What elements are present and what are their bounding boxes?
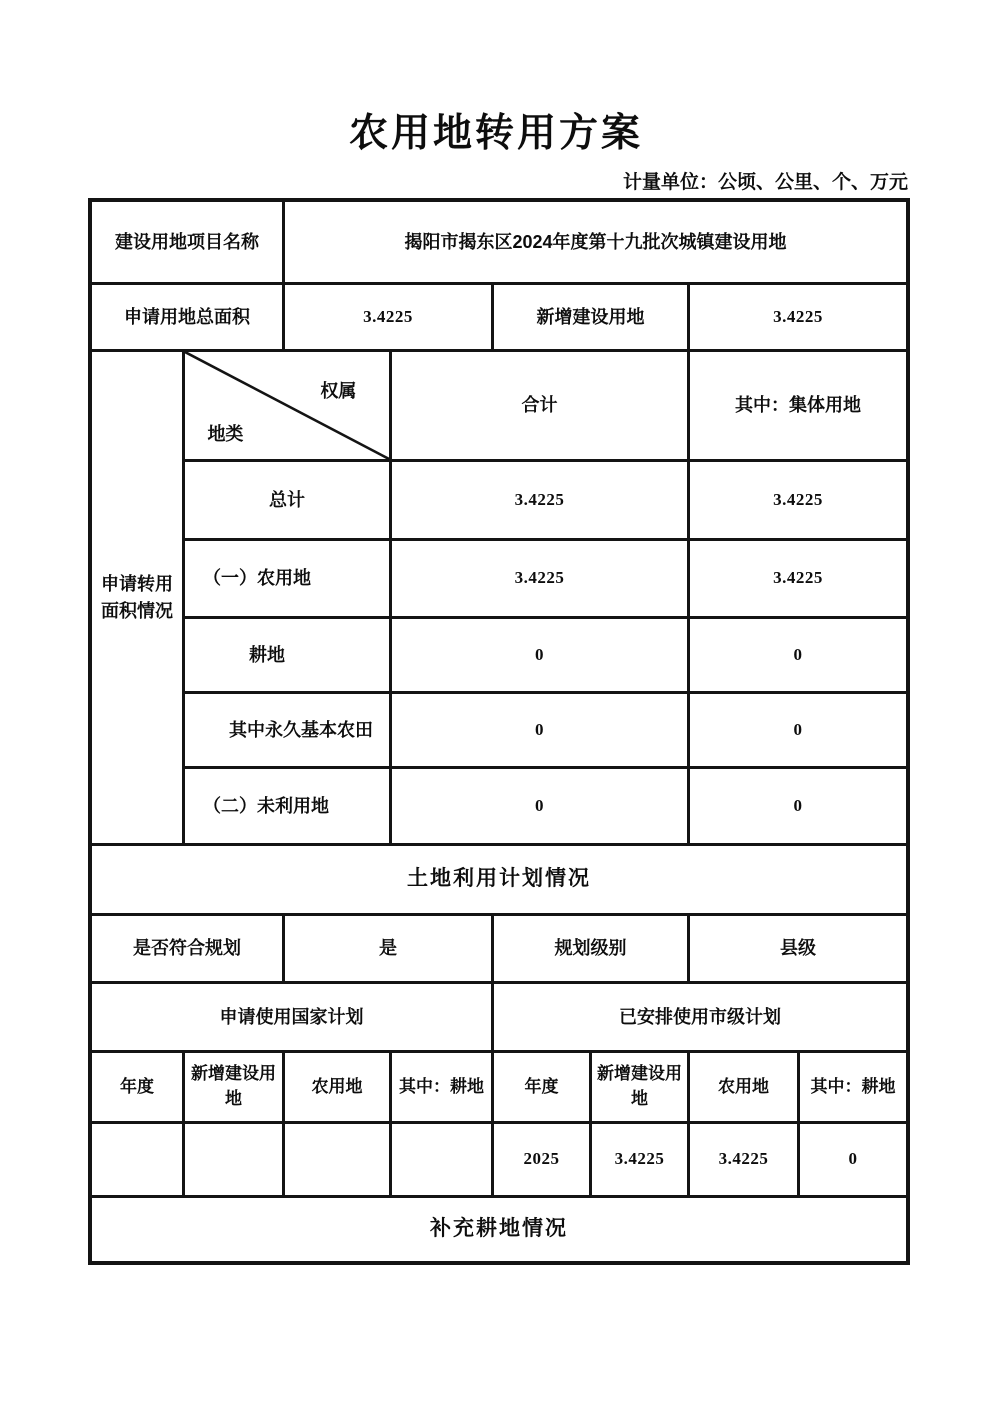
- transfer-row-total-collective: 3.4225: [690, 462, 906, 538]
- project-name-value: 揭阳市揭东区2024年度第十九批次城镇建设用地: [285, 202, 906, 282]
- total-area-value: 3.4225: [285, 285, 491, 349]
- form-table: [88, 198, 910, 1265]
- transfer-row-unused-collective: 0: [690, 769, 906, 843]
- land-category-header-label: 地类: [207, 424, 244, 445]
- project-name-label: 建设用地项目名称: [92, 202, 282, 282]
- new-construction-label: 新增建设用地: [494, 285, 687, 349]
- transfer-row-basic-farmland-collective: 0: [690, 694, 906, 766]
- national-new-construction-header: 新增建设用地: [185, 1053, 282, 1121]
- transfer-section-label-text: 申请转用面积情况: [101, 574, 173, 621]
- ownership-category-diagonal-cell: [185, 352, 389, 459]
- transfer-row-agricultural-collective: 3.4225: [690, 541, 906, 616]
- city-agricultural-value: 3.4225: [690, 1124, 797, 1195]
- national-agricultural-value-empty: [285, 1124, 389, 1195]
- transfer-row-agricultural-sum: 3.4225: [392, 541, 687, 616]
- city-new-construction-value: 3.4225: [592, 1124, 687, 1195]
- col-header-collective: 其中：集体用地: [690, 352, 906, 459]
- national-cultivated-header: 其中：耕地: [392, 1053, 491, 1121]
- supplement-cultivated-section-title: 补充耕地情况: [92, 1198, 906, 1261]
- transfer-row-basic-farmland-label: 其中永久基本农田: [185, 694, 389, 766]
- national-plan-header: 申请使用国家计划: [92, 984, 491, 1050]
- col-header-total: 合计: [392, 352, 687, 459]
- transfer-row-cultivated-sum: 0: [392, 619, 687, 691]
- city-new-construction-header: 新增建设用地: [592, 1053, 687, 1121]
- planning-compliance-value: 是: [285, 916, 491, 981]
- transfer-section-label: [92, 352, 182, 843]
- city-year-header: 年度: [494, 1053, 589, 1121]
- transfer-row-cultivated-collective: 0: [690, 619, 906, 691]
- transfer-row-cultivated-label: 耕地: [185, 619, 389, 691]
- city-agricultural-header: 农用地: [690, 1053, 797, 1121]
- land-use-plan-section-title: 土地利用计划情况: [92, 846, 906, 913]
- transfer-row-unused-sum: 0: [392, 769, 687, 843]
- ownership-header-label: 权属: [320, 380, 357, 401]
- transfer-row-agricultural-label: （一）农用地: [185, 541, 389, 616]
- new-construction-value: 3.4225: [690, 285, 906, 349]
- city-year-value: 2025: [494, 1124, 589, 1195]
- measurement-unit-note: 计量单位：公顷、公里、个、万元: [622, 172, 908, 193]
- national-new-construction-value-empty: [185, 1124, 282, 1195]
- national-agricultural-header: 农用地: [285, 1053, 389, 1121]
- city-plan-header: 已安排使用市级计划: [494, 984, 906, 1050]
- page-title: 农用地转用方案: [348, 112, 643, 155]
- national-cultivated-value-empty: [392, 1124, 491, 1195]
- total-area-label: 申请用地总面积: [92, 285, 282, 349]
- planning-level-value: 县级: [690, 916, 906, 981]
- planning-level-label: 规划级别: [494, 916, 687, 981]
- transfer-row-total-label: 总计: [185, 462, 389, 538]
- transfer-row-total-sum: 3.4225: [392, 462, 687, 538]
- national-year-value-empty: [92, 1124, 182, 1195]
- transfer-row-basic-farmland-sum: 0: [392, 694, 687, 766]
- national-year-header: 年度: [92, 1053, 182, 1121]
- city-cultivated-value: 0: [800, 1124, 906, 1195]
- planning-compliance-label: 是否符合规划: [92, 916, 282, 981]
- city-cultivated-header: 其中：耕地: [800, 1053, 906, 1121]
- transfer-row-unused-label: （二）未利用地: [185, 769, 389, 843]
